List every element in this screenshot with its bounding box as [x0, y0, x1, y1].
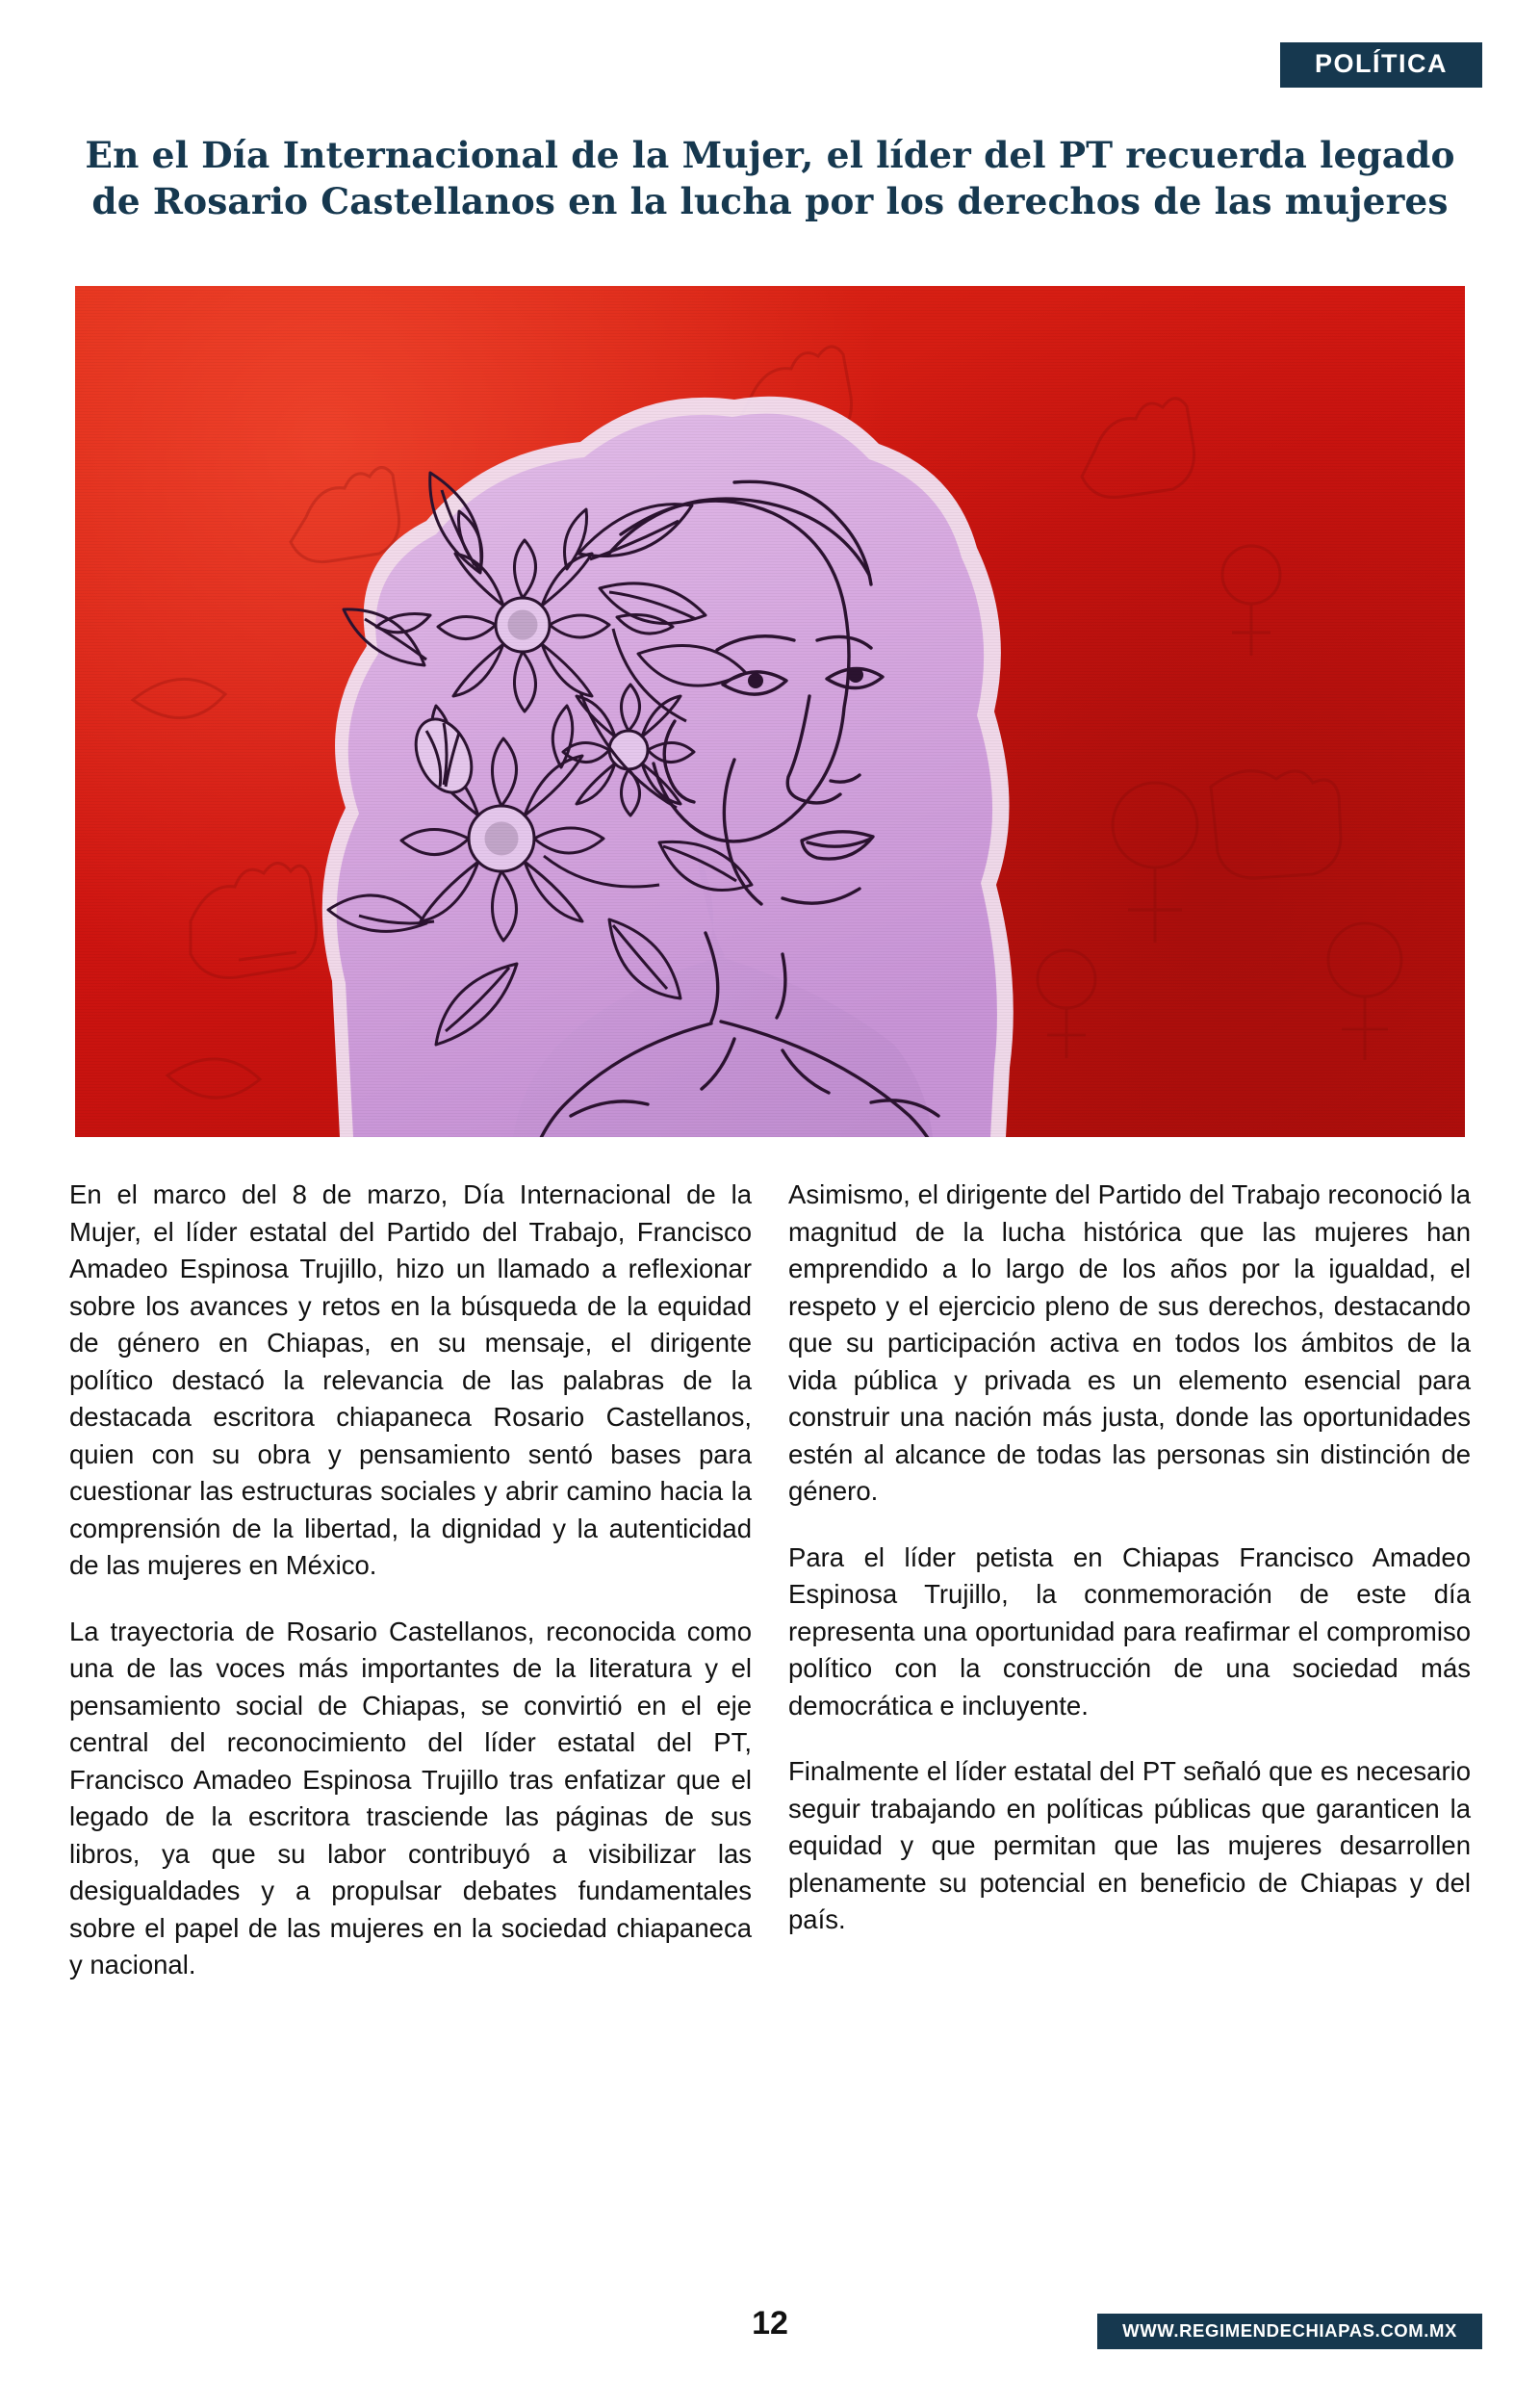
- page-number: 12: [752, 2305, 788, 2342]
- portrait-illustration: [282, 307, 1091, 1137]
- section-tag-container: [1280, 42, 1482, 88]
- paragraph: Finalmente el líder estatal del PT señaló que es necesario seguir trabajando en políticas públicas que garanticen la equidad y que permitan que las mujeres desarrollen plenamente su potencial en beneficio de Chiapas y del país.: [788, 1756, 1471, 1934]
- section-tag: POLÍTICA: [1280, 42, 1482, 88]
- hero-image: [75, 286, 1465, 1137]
- paragraph: Asimismo, el dirigente del Partido del Trabajo reconoció la magnitud de la lucha histórica que las mujeres han emprendido a lo largo de los años por la igualdad, el respeto y el ejercicio pleno de sus derechos, destacando que su participación activa en todos los ámbitos de la vida pública y privada es un elemento esencial para construir una nación más justa, donde las oportunidades estén al alcance de todas las personas sin distinción de género.: [788, 1179, 1471, 1506]
- paragraph: Para el líder petista en Chiapas Francisco Amadeo Espinosa Trujillo, la conmemoración de este día representa una oportunidad para reafirmar el compromiso político con la construcción de una sociedad más democrática e incluyente.: [788, 1541, 1471, 1721]
- article-column-left: [69, 1177, 752, 1984]
- article-body: [69, 1177, 1471, 1984]
- paragraph: La trayectoria de Rosario Castellanos, reconocida como una de las voces más importantes de la literatura y el pensamiento social de Chiapas, se convirtió en el eje central del reconocimiento del líder estatal del PT, Francisco Amadeo Espinosa Trujillo tras enfatizar que el legado de la escritora trasciende las páginas de sus libros, ya que su labor contribuyó a visibilizar las desigualdades y a propulsar debates fundamentales sobre el papel de las mujeres en la sociedad chiapaneca y nacional.: [69, 1616, 752, 1980]
- article-column-right: [788, 1177, 1471, 1984]
- paragraph: En el marco del 8 de marzo, Día Internacional de la Mujer, el líder estatal del Partido del Trabajo, Francisco Amadeo Espinosa Trujillo, hizo un llamado a reflexionar sobre los avances y retos en la búsqueda de la equidad de género en Chiapas, en su mensaje, el dirigente político destacó la relevancia de las palabras de la destacada escritora chiapaneca Rosario Castellanos, quien con su obra y pensamiento sentó bases para cuestionar las estructuras sociales y abrir camino hacia la comprensión de la libertad, la dignidad y la autenticidad de las mujeres en México.: [69, 1179, 752, 1580]
- page-title: En el Día Internacional de la Mujer, el líder del PT recuerda legado de Rosario Castellanos en la lucha por los derechos de las mujeres: [85, 134, 1455, 223]
- footer-website-url[interactable]: WWW.REGIMENDECHIAPAS.COM.MX: [1097, 2314, 1482, 2350]
